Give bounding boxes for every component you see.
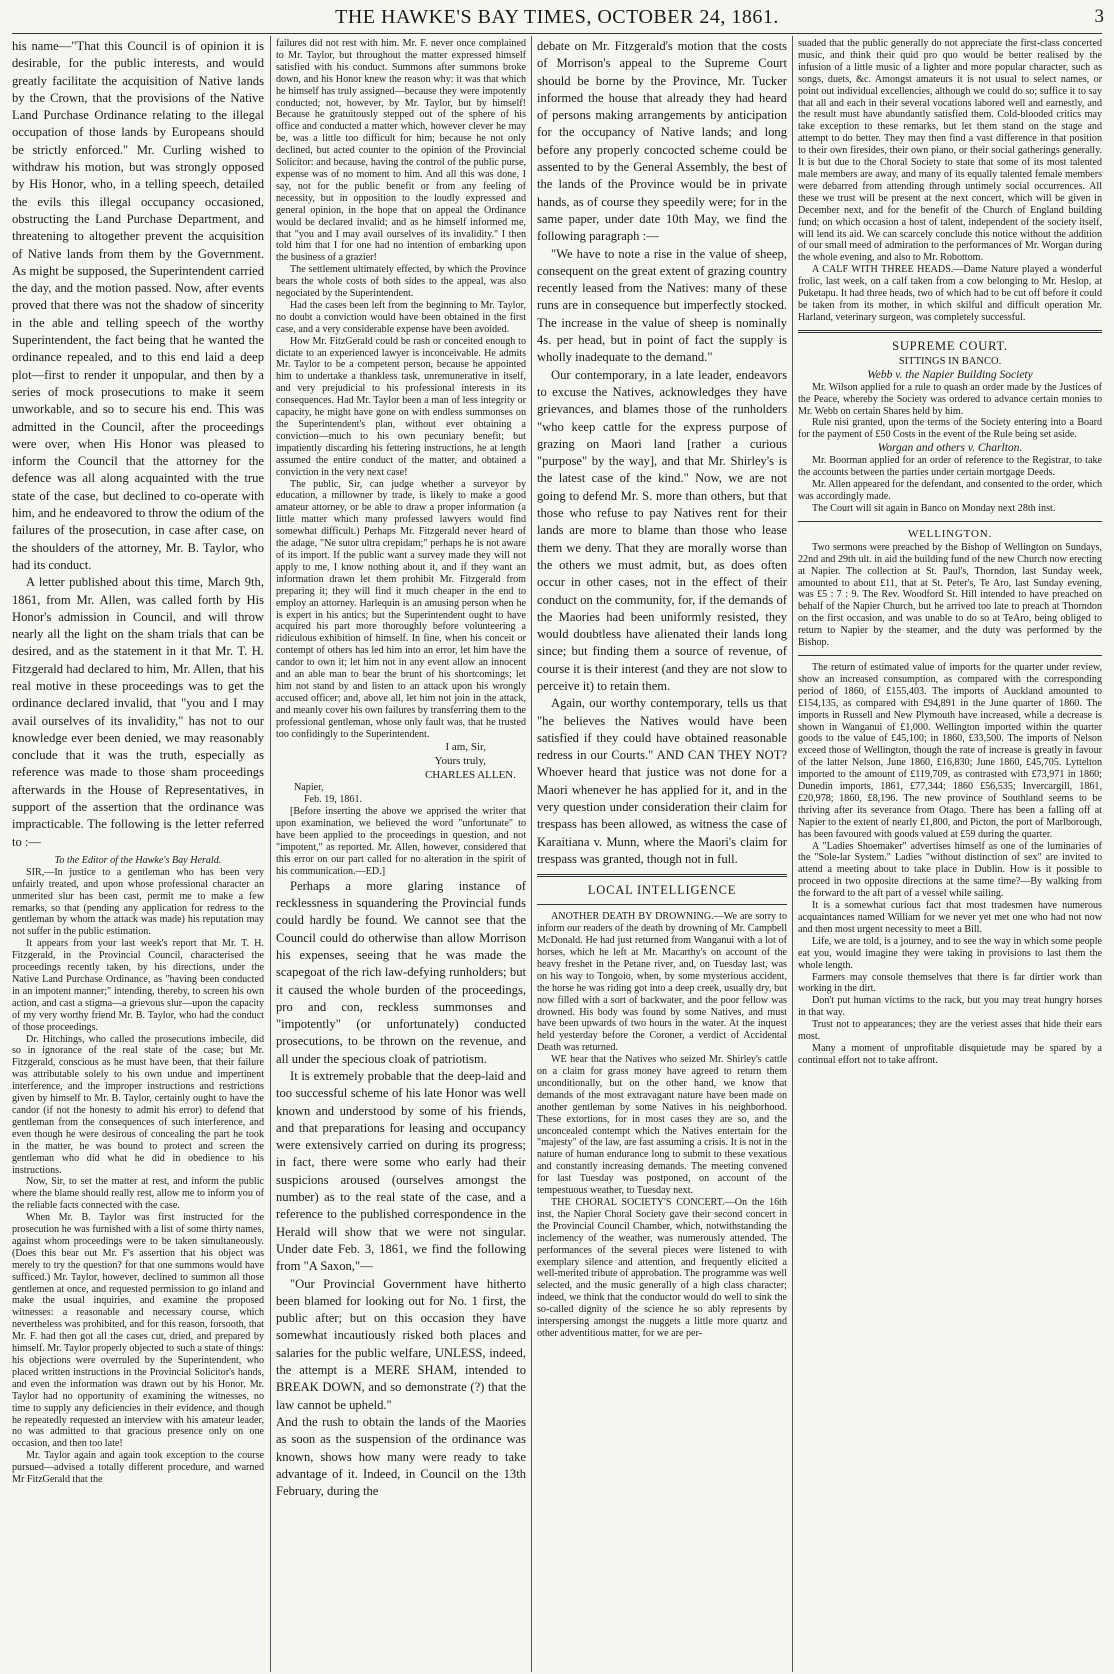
article-paragraph: Again, our worthy contemporary, tells us that "he believes the Natives would have been satisfied if they could have obtained reasonable redress in our Courts." AND CAN THEY NOT? Whoever heard that justice was not done for a Maori whenever he has applied for it, and in the very question under consideration their claim for trespass has been allowed, as witness the case of Karaitiana v. Munn, where the Maori's claim for trespass was granted, though not in full. bbox=[537, 696, 787, 866]
news-item: Trust not to appearances; they are the veriest asses that hide their ears most. bbox=[798, 1019, 1102, 1043]
quoted-paragraph: "Our Provincial Government have hitherto been blamed for looking out for No. 1 first, the public after; but on this occasion they have somewhat incautiously risked both places and salaries for the public welfare, UNLESS, indeed, the attempt is a MERE SHAM, intended to BREAK DOWN, and so demonstrate (?) that the law cannot be upheld." bbox=[276, 1276, 526, 1412]
court-paragraph: Mr. Allen appeared for the defendant, and consented to the order, which was accordingly made. bbox=[798, 479, 1102, 502]
case-title: Worgan and others v. Charlton. bbox=[877, 442, 1023, 455]
article-paragraph: It is extremely probable that the deep-laid and too successful scheme of his late Honor was well known and understood by some of his friends, and that preparations for leasing and occupancy were extensively carried on during its progress; in fact, there were some who early had their suspicions aroused (ourselves amongst the number) as to the real state of the case, and a reference to the published correspondence in the Herald will show that we were not singular. Under date Feb. 3, 1861, we find the following from "A Saxon,"— bbox=[276, 1068, 526, 1274]
column-2 bbox=[276, 38, 526, 1670]
column-divider bbox=[270, 36, 271, 1672]
column-divider bbox=[531, 36, 532, 1672]
letter-paragraph: How Mr. FitzGerald could be rash or conceited enough to dictate to an experienced lawyer is inconceivable. He admits Mr. Taylor to be a competent person, because he appointed him to undertake a thankless task, unremunerative in itself, and very prejudicial to his professional interests in its consequences. Had Mr. Taylor been a man of less integrity or capacity, he might have gone on with endless summonses on the Superintendent's plan, without ever obtaining a conviction—much to his own pecuniary benefit; but impatiently discarding his fettering instructions, he at length assumed the entire conduct of the matter, and obtained a conviction in the very next case! bbox=[276, 335, 526, 478]
letter-paragraph: When Mr. B. Taylor was first instructed for the prosecution he was furnished with a list of some thirty names, against whom proceedings were to be taken simultaneously. (Does this bear out Mr. F's assertion that his object was merely to try the question? for that one summons would have sufficed.) Mr. Taylor, however, declined to summon all those gentlemen at once, and requested permission to go inland and make the usual inquiries, and examine the proposed witnesses: a reasonable and necessary course, which nevertheless was prohibited, and for this reason, forsooth, that Mr. F. had then got all the cases cut, dried, and prepared by himself. Mr. Taylor properly objected to such a state of things: his objections were overruled by the Superintendent, who placed written instructions in the Provincial Solicitor's hands, and even the information was drawn out by his Honor. Mr. Taylor had no opportunity of examining the witnesses, no time to supply any deficiencies in their evidence, and though he repeatedly requested an interview with his amateur leader, no was admitted to that gracious presence only on one occasion, and then too late! bbox=[12, 1212, 264, 1450]
letter-paragraph: SIR,—In justice to a gentleman who has been very unfairly treated, and upon whose professional character an unmerited slur has been cast, permit me to make a few remarks, so that (pending any application for redress to the gentleman by whom the attack was made) his reputation may not suffer in the public estimation. bbox=[12, 866, 264, 938]
letter-heading: To the Editor of the Hawke's Bay Herald. bbox=[54, 854, 222, 866]
masthead bbox=[0, 0, 1114, 30]
letter-paragraph: The settlement ultimately effected, by which the Province bears the whole costs of both sides to the appeal, was also negociated by the Superintendent. bbox=[276, 264, 526, 300]
article-paragraph: Our contemporary, in a late leader, endeavors to excuse the Natives, acknowledges they have grievances, and blames those of the runholders "who keep cattle for the express purpose of grazing on Maori land [rather a curious "purpose" by the way], and that Mr. Shirley's is the latest case of the kind." Now, we are not going to defend Mr. S. more than others, but that those who refuse to pay Natives rent for their lands are more to blame than those who lease them we deny. That they are morally worse than the others we must admit, but, as does often occur in other cases, not in the effect of their conduct on the community, for, if the demands of the Maories had been uniformly resisted, they would doubtless have alienated their lands long since; but finding them a source of revenue, of course it is their interest (and they are not slow to perceive it) to retain them. bbox=[537, 367, 787, 693]
section-divider bbox=[798, 655, 1102, 656]
letter-paragraph: The public, Sir, can judge whether a surveyor by education, a millowner by trade, is likely to make a good amateur attorney, or be able to draw a proper information (a little matter which many professed lawyers would find somewhat difficult.) Perhaps Mr. Fitzgerald never heard of the adage, "Ne sutor ultra crepidam;" perhaps he is not aware of its import. If the public want a survey made they will not apply to me, I know nothing about it, and if they want an information drawn let them prohibit Mr. Fitzgerald from preparing it; they will find it much cheaper in the end to employ an attorney. Harlequin is an amusing person when he is expert in his antics; but the Superintendent ought to have acquired his part more thoroughly before volunteering a ridiculous exhibition of himself. In fine, when his conceit or contempt of others has led him into an error, let him have the candor to own it; let him not in any event allow an innocent and an able man to bear the brunt of his shortcomings; let him not stand by and listen to an attack upon his wrongly accused officer; and, above all, let him not join in the attack, and meanly cover his own failures by transferring them to the professional gentleman, whose only fault was, that he trusted too confidingly to the Superintendent. bbox=[276, 478, 526, 740]
section-subheading: SITTINGS IN BANCO. bbox=[898, 355, 1002, 367]
news-item: A CALF WITH THREE HEADS.—Dame Nature played a wonderful frolic, last week, on a calf taken from a cow belonging to Mr. Heslop, at Puketapu. It had three heads, two of which had to be cut off before it could be taken from its mother, in which skilful and difficult operation Mr. Harland, veterinary surgeon, was completely successful. bbox=[798, 264, 1102, 323]
news-item: Farmers may console themselves that there is far dirtier work than working in the dirt. bbox=[798, 971, 1102, 995]
section-divider bbox=[537, 874, 787, 877]
news-item: It is a somewhat curious fact that most tradesmen have numerous acquaintances named William for we never yet met one who had not now and then most urgent necessity to meet a Bill. bbox=[798, 900, 1102, 935]
news-item: THE CHORAL SOCIETY'S CONCERT.—On the 16th inst, the Napier Choral Society gave their second concert in the Provincial Council Chamber, which, notwithstanding the inclemency of the weather, was numerously attended. The performances of the several pieces were listened to with exemplary silence and attention, and frequently elicited a well-merited tribute of approbation. The programme was well selected, and the music generally of a high class character; indeed, we think that the conductor would do well to sink the so-called dignity of the science he so ably represents by interspersing amongst the nuggets a little more quartz and other adventitious matter, for we are per- bbox=[537, 1197, 787, 1339]
section-heading-wellington: WELLINGTON. bbox=[907, 527, 993, 540]
quoted-paragraph: "We have to note a rise in the value of sheep, consequent on the great extent of grazing country recently leased from the Natives: many of these runs are in consequence but imperfectly stocked. The increase in the value of sheep is nominally 4s. per head, but in point of fact the supply is wholly inadequate to the demand." bbox=[537, 246, 787, 365]
section-heading-supreme-court: SUPREME COURT. bbox=[892, 338, 1008, 353]
section-divider bbox=[537, 904, 787, 905]
letter-closing: I am, Sir, bbox=[445, 741, 486, 754]
news-item: WE hear that the Natives who seized Mr. Shirley's cattle on a claim for grass money have agreed to return them unconditionally, but on the other hand, we know that demands of the most extravagant nature have been made on another gentleman by some Natives in his neighborhood. These extortions, for in most cases they are so, and the unconcealed contempt which the Natives entertain for the "majesty" of the law, are fast assuming a crisis. It is not in the nature of human endurance long to submit to these vexatious and constantly increasing demands. The meeting convened for last Tuesday was postponed, on account of the tempestuous weather, to Tuesday next. bbox=[537, 1054, 787, 1197]
news-item: ANOTHER DEATH BY DROWNING.—We are sorry to inform our readers of the death by drowning of Mr. Campbell McDonald. He had just returned from Wanganui with a lot of horses, which he left at Mr. Macarthy's on account of the heavy freshet in the Petane river, and, on Tuesday last, was on his way to Tongoio, when, by some mysterious accident, the horse he was riding got into a deep creek, usually dry, but now filled with a sort of backwater, and the poor fellow was drowned. His body was found by some Natives, and must have been upwards of two hours in the water. At the inquest held yesterday before the Coroner, a verdict of Accidental Death was returned. bbox=[537, 911, 787, 1054]
letter-paragraph: It appears from your last week's report that Mr. T. H. Fitzgerald, in the Provincial Council, characterised the proceedings recently taken, by his directions, under the Native Land Purchase Ordinance, as "having been conducted in an impotent manner;" intending, thereby, to screen his own action, and cast a stigma—a grievous slur—upon the capacity of my very worthy friend Mr. B. Taylor, who had the conduct of those proceedings. bbox=[12, 938, 264, 1033]
article-paragraph: Perhaps a more glaring instance of recklessness in squandering the Provincial funds could hardly be found. We cannot see that the Council could do otherwise than allow Morrison his expenses, seeing that he was made the scapegoat of the rich law-defying runholders; but it caused the whole burden of the proceedings, pro and con, reckless summonses and "impotently" (or unfortunately) conducted prosecutions, to be thrown on the revenue, and all under the specious cloak of patriotism. bbox=[276, 878, 526, 1066]
news-item: Don't put human victims to the rack, but you may treat hungry horses in that way. bbox=[798, 995, 1102, 1019]
news-item: Many a moment of unprofitable disquietude may be spared by a continual effort not to take affront. bbox=[798, 1042, 1102, 1066]
news-item: The return of estimated value of imports for the quarter under review, show an increased consumption, as compared with the corresponding period of 1860, of £155,403. The imports of Auckland amounted to £154,135, as compared with £94,891 in the June quarter of 1860. The imports in Russell and New Plymouth have increased, while a decrease is shown in Wanganui of £1,000. Wellington imported within the quarter goods to the value of £45,100; in 1860, £33,500. The imports of Nelson exceed those of Wellington, though the rate of increase is greatly in favour of the latter Nelson, June 1860, £16,830; June 1860, £45,705. Lyttelton imported to the amount of £119,709, as contrasted with £73,971 in 1860; Dunedin imports, 1861, £77,344; 1860 £56,535; Invercargill, 1861, £20,978; 1860, £8,196. The new province of Southland seems to be thriving after its severance from Otago. There has been a falling off at Napier to the extent of nearly £1,800, and Picton, the port of Marlborough, has been favoured with goods valued at £59 during the quarter. bbox=[798, 661, 1102, 840]
section-divider bbox=[798, 521, 1102, 522]
column-1 bbox=[12, 38, 264, 1670]
article-paragraph: his name—"That this Council is of opinion it is desirable, for the public interests, and would greatly facilitate the acquisition of Native lands by the Crown, that the provisions of the Native Land Purchase Ordinance relating to the illegal occupation of those lands by Europeans should be strictly enforced." Mr. Curling wished to withdraw his motion, but was strongly opposed by His Honor, who, in a telling speech, detailed the evils this illegal occupancy occasioned, obstructing the Land Purchase Department, and threatening to altogether prevent the acquisition of Native lands from them by the Government. As might be supposed, the Superintendent carried the day, and the motion passed. Now, after events proved that there was not the shadow of sincerity in the able and telling speech of the worthy Superintendent, the fact being that he wanted the ordinance repealed, and to this end laid a deep plot—first to render it unpopular, and then by a series of mock prosecutions to make it seem unworkable, and so to secure his end. This was admitted in the Council, after the proceedings were over, when His Honor was pleased to inform the Council that the attorney for the defence was all along acquainted with the true state of the case, but declined to co-operate with him, and he endeavored to throw the odium of the failures of the prosecution, in case after case, on the shoulders of the attorney, Mr. B. Taylor, who had its conduct. bbox=[12, 39, 264, 572]
editor-note: [Before inserting the above we apprised the writer that upon examination, we believed the word "unfortunate" to have been applied to the proceedings in question, and not "impotent," as reported. Mr. Allen, however, considered that this error on our part called for no alteration in the spirit of his communication.—ED.] bbox=[276, 806, 526, 877]
newspaper-title: THE HAWKE'S BAY TIMES, OCTOBER 24, 1861. bbox=[335, 6, 779, 28]
court-paragraph: Mr. Boorman applied for an order of reference to the Registrar, to take the accounts between the parties under certain mortgage Deeds. bbox=[798, 455, 1102, 479]
column-divider bbox=[792, 36, 793, 1672]
court-paragraph: Mr. Wilson applied for a rule to quash an order made by the Justices of the Peace, whereby the Society was ordered to advance certain monies to Mr. Webb on certain Shares held by him. bbox=[798, 381, 1102, 417]
letter-paragraph: Now, Sir, to set the matter at rest, and inform the public where the blame should really rest, allow me to inform you of the reliable facts connected with the case. bbox=[12, 1176, 264, 1212]
news-item: Life, we are told, is a journey, and to see the way in which some people eat you, would imagine they were taking in provisions to last them the whole length. bbox=[798, 935, 1102, 971]
article-paragraph: And the rush to obtain the lands of the Maories as soon as the suspension of the ordinance was known, shows how many were ready to take advantage of it. Indeed, in Council on the 13th February, during the bbox=[276, 1414, 526, 1499]
news-item: A "Ladies Shoemaker" advertises himself as one of the luminaries of the "Sole-lar System." Ladies "without distinction of sex" are invited to attend a meeting about to take place in Dublin. How is it possible to proceed in two opposite directions at the same time?—By walking from the forward to the aft part of a vessel while sailing. bbox=[798, 840, 1102, 900]
section-heading-local-intelligence: LOCAL INTELLIGENCE bbox=[587, 883, 737, 898]
masthead-rule bbox=[12, 33, 1102, 34]
column-4 bbox=[798, 38, 1102, 1670]
letter-date: Feb. 19, 1861. bbox=[304, 794, 363, 806]
letter-signature: CHARLES ALLEN. bbox=[424, 769, 516, 782]
letter-paragraph: Had the cases been left from the beginning to Mr. Taylor, no doubt a conviction would have been obtained in the first case, and a very considerable expense have been avoided. bbox=[276, 299, 526, 335]
section-divider bbox=[798, 330, 1102, 333]
article-paragraph: A letter published about this time, March 9th, 1861, from Mr. Allen, was called forth by His Honor's admission in Council, and will throw nearly all the light on the sham trials that can be desired, and as the statement in it that Mr. T. H. Fitzgerald had declared to him, Mr. Allen, that his real motive in these proceedings was to get the ordinance declared invalid, that "you and I may avail ourselves of its invalidity," has not to our knowledge ever been denied, we may reasonably conclude that it was the truth, especially as reference was made to those sham proceedings afterwards in the House of Representatives, in support of the assertion that the ordinance was impracticable. The following is the letter referred to :— bbox=[12, 575, 264, 849]
page-number: 3 bbox=[1094, 6, 1104, 27]
case-title: Webb v. the Napier Building Society bbox=[867, 368, 1033, 381]
letter-paragraph: Dr. Hitchings, who called the prosecutions imbecile, did so in ignorance of the real state of the case; but Mr. Fitzgerald, conscious as he must have been, that their failure was attributable solely to his own undue and impertinent interference, and the improper instructions and restrictions given by himself to Mr. B. Taylor, certainly ought to have the candor (if not the honesty to admit his error) to defend that gentleman from the consequences of such interference, and even though he were desirous of concealing the part he took in the matter, he was bound to protect and screen the gentleman who did what he did in obedience to his instructions. bbox=[12, 1033, 264, 1176]
court-paragraph: Rule nisi granted, upon the terms of the Society entering into a Board for the payment of £50 Costs in the event of the Rule being set aside. bbox=[798, 417, 1102, 441]
letter-paragraph: failures did not rest with him. Mr. F. never once complained to Mr. Taylor, but throughout the matter expressed himself satisfied with his conduct. Summons after summons broke down, and his Honor knew the reason why: it was that which he himself has truly assigned—because they were impotently conducted; not, however, by Mr. Taylor, but by himself! Because he gratuitously stepped out of the sphere of his office and conducted a matter which, however clever he may be, was a little too difficult for him; because he not only declined, but acted counter to the opinion of the Provincial Solicitor: and because, having the control of the public purse, expense was of no moment to him. And all this was done, I say, not for the public benefit or from any feeling of necessity, but in opposition to the loudly expressed and general opinion, in the hope that on appeal the Ordinance would be declared invalid; and as he himself informed me, that "you and I may avail ourselves of its invalidity." I then told him that I for one had no intention of embarking upon the business of a grazier! bbox=[276, 38, 526, 264]
news-item: suaded that the public generally do not appreciate the first-class concerted music, and think their quid pro quo would be better realised by the infusion of a little music of a lighter and more popular character, such as songs, duets, &c. Amongst amateurs it is not usual to select names, or point out individual excellencies, although we could do so; suffice it to say that all and each in their several vocations labored well and earnestly, and the result must have abundantly satisfied them. Cold-blooded critics may take exception to these remarks, but let them stand on the stage and attempt to do better. They may then find a vast difference in that position to their own firesides, their own piano, or their social gatherings generally. It is but due to the Choral Society to state that some of its most talented male members are away, and many of its equally talented female members were debarred from attending through untimely social occurrences. All these we trust will be present at the next concert, which will be given in December next, and for the benefit of the Church of England building fund; on which occasion a host of talent, independent of the society itself, will lend its aid. We can scarcely conclude this notice without the addition of our small meed of admiration to the performances of Mr. Worgan during the whole evening, and also to Mr. Robottom. bbox=[798, 38, 1102, 264]
letter-closing: Yours truly, bbox=[434, 755, 486, 768]
letter-paragraph: Mr. Taylor again and again took exception to the course pursued—advised a totally different procedure, and warned Mr FitzGerald that the bbox=[12, 1450, 264, 1486]
court-paragraph: The Court will sit again in Banco on Monday next 28th inst. bbox=[812, 502, 1056, 514]
news-item: Two sermons were preached by the Bishop of Wellington on Sundays, 22nd and 29th ult. in aid the building fund of the new Church now erecting at Napier. The collection at St. Paul's, Thorndon, last Sunday week, amounted to about £11, that at St. Peter's, Te Aro, last Sunday evening, was £5 : 7 : 9. The Rev. Woodford St. Hill intended to have preached on behalf of the Napier Church, but he arrived too late to preach at Thorndon on the first occasion, and was unable to do so at TeAro, being obliged to return to Napier by the steamer, and the duty was performed by the Bishop. bbox=[798, 541, 1102, 649]
article-paragraph: debate on Mr. Fitzgerald's motion that the costs of Morrison's appeal to the Supreme Court should be borne by the Province, Mr. Tucker informed the house that already they had heard of persons making arrangements by anticipation for the occupancy of Native lands; and long before any properly concocted scheme could be assented to by the General Assembly, the best of the lands of the Province would be in private hands, as of course they speedily were; for in the same paper, under date 10th May, we find the following paragraph :— bbox=[537, 39, 787, 244]
column-3 bbox=[537, 38, 787, 1670]
letter-place: Napier, bbox=[294, 782, 324, 794]
